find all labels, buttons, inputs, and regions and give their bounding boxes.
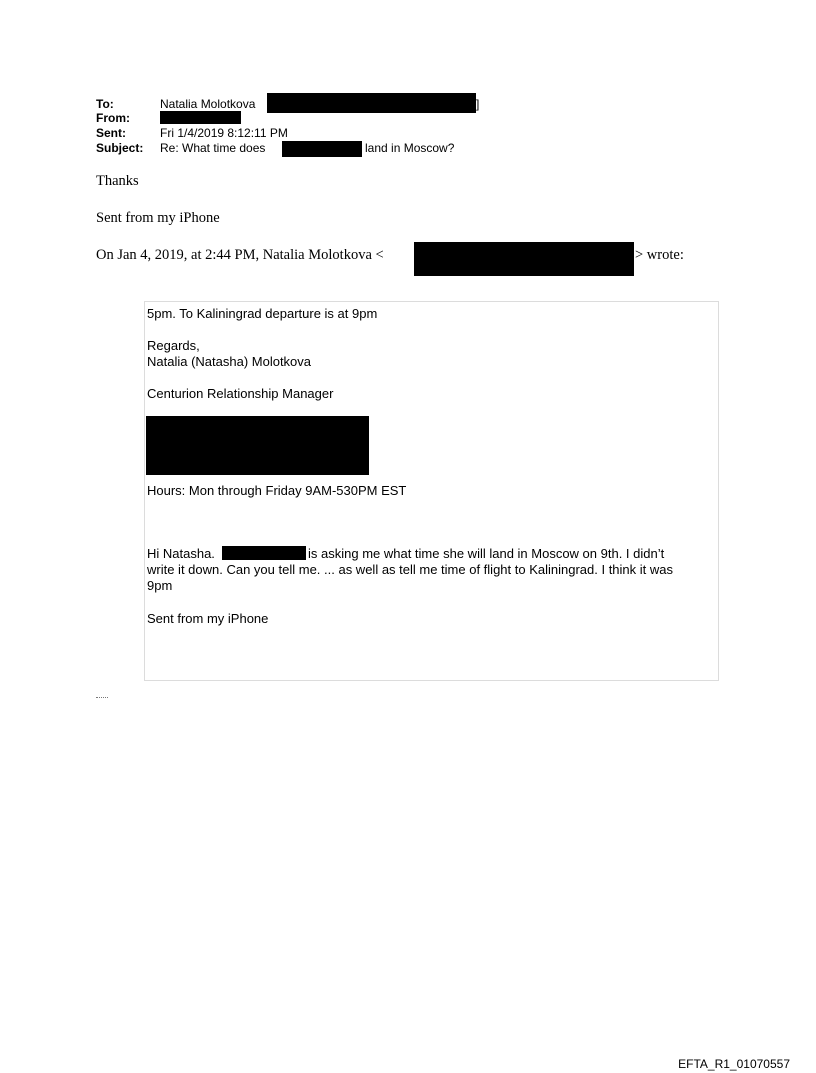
reply-thanks: Thanks — [96, 173, 139, 189]
subject-suffix: land in Moscow? — [365, 141, 455, 155]
quoted-hours: Hours: Mon through Friday 9AM-530PM EST — [147, 483, 407, 498]
redaction-to-email — [267, 93, 476, 113]
quote-attribution-prefix: On Jan 4, 2019, at 2:44 PM, Natalia Molotkova < — [96, 247, 384, 263]
quoted-regards: Regards, — [147, 338, 200, 353]
quoted-sender-title: Centurion Relationship Manager — [147, 386, 334, 401]
sent-value: Fri 1/4/2019 8:12:11 PM — [160, 126, 288, 140]
sent-label: Sent: — [96, 126, 126, 140]
redaction-contact-block — [146, 416, 369, 475]
document-id: EFTA_R1_01070557 — [678, 1057, 790, 1071]
subject-prefix: Re: What time does — [160, 141, 266, 155]
subject-label: Subject: — [96, 141, 144, 155]
redaction-subject — [282, 141, 362, 157]
original-message-line3: 9pm — [147, 578, 173, 593]
redaction-from — [160, 111, 241, 124]
divider-mark — [96, 697, 108, 699]
reply-signature: Sent from my iPhone — [96, 210, 220, 226]
quoted-sender-name: Natalia (Natasha) Molotkova — [147, 354, 312, 369]
original-message-line2: write it down. Can you tell me. ... as well as tell me time of flight to Kaliningrad. I think it was — [147, 562, 673, 577]
original-message-line1: is asking me what time she will land in Moscow on 9th. I didn’t — [308, 546, 665, 561]
original-message-prefix: Hi Natasha. — [147, 546, 215, 561]
quote-attribution-suffix: > wrote: — [635, 247, 684, 263]
original-sent-from: Sent from my iPhone — [147, 611, 269, 626]
from-label: From: — [96, 111, 130, 125]
to-close-bracket: ] — [476, 97, 480, 111]
redaction-sender-email — [414, 242, 634, 276]
to-value: Natalia Molotkova — [160, 97, 256, 111]
to-label: To: — [96, 97, 114, 111]
quoted-reply-line: 5pm. To Kaliningrad departure is at 9pm — [147, 306, 378, 321]
redaction-person-name — [222, 546, 306, 560]
